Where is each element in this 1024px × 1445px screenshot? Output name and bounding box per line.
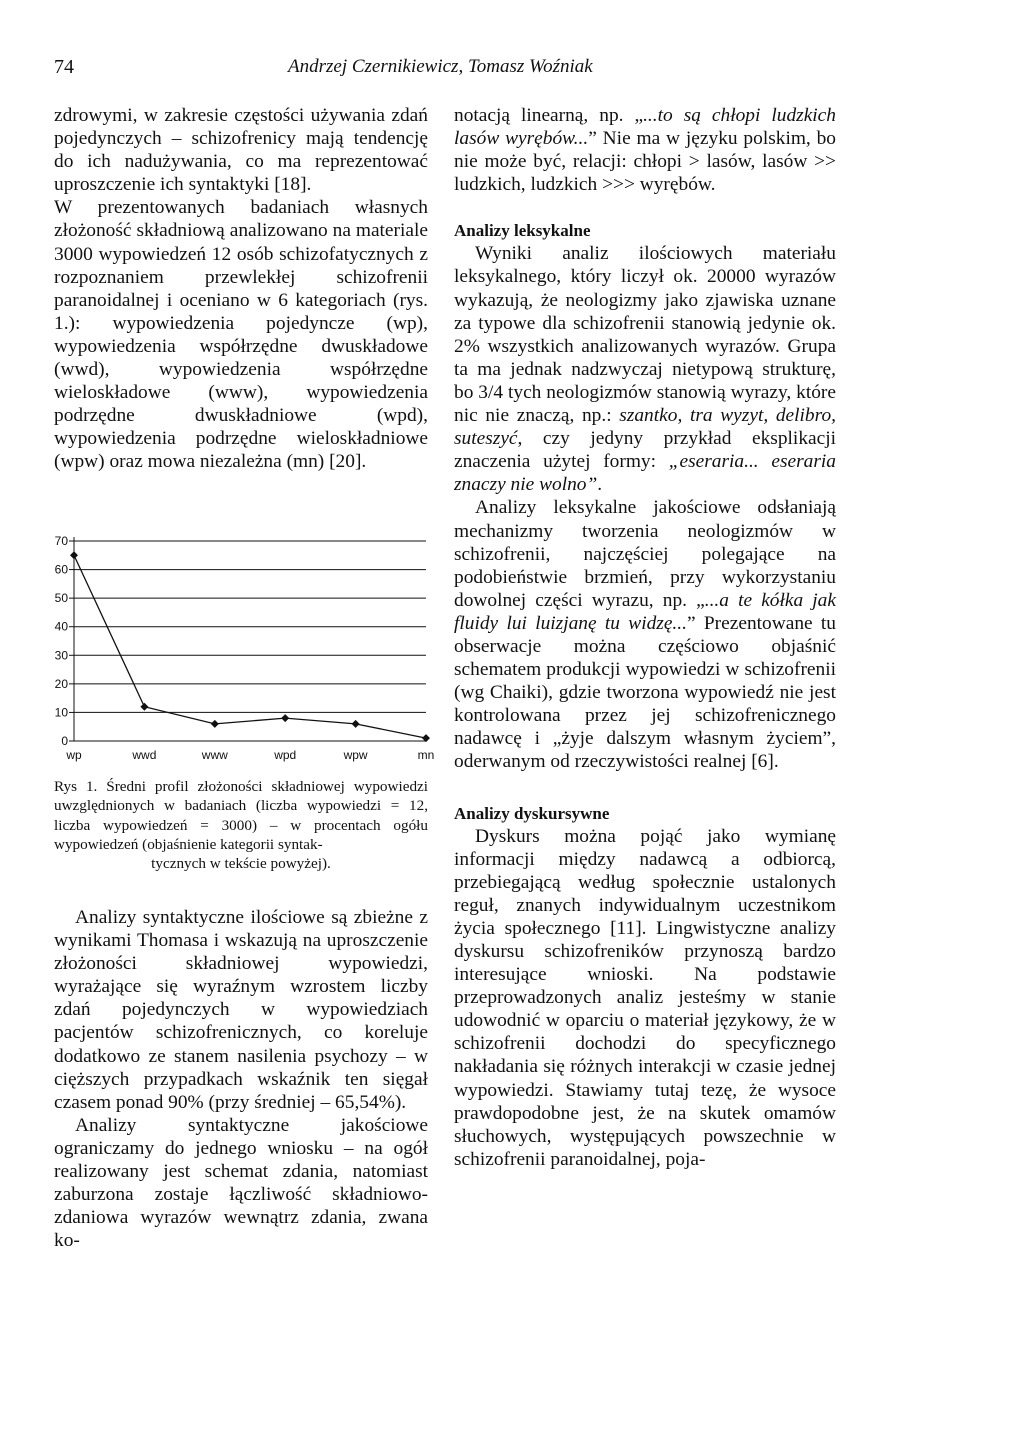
figure-1: [48, 527, 438, 767]
data-point: [352, 720, 360, 728]
running-head: Andrzej Czernikiewicz, Tomasz Woźniak: [288, 56, 593, 77]
y-tick-label: 70: [54, 534, 68, 548]
section-heading-lexical: Analizy leksykalne: [454, 221, 591, 241]
caption-body: Średni profil złożoności składniowej wypowiedzi uwzględnionych w badaniach (liczba wypowiedzi = 12, liczba wypowiedzeń = 3000) – w procentach ogółu wypowiedzeń (objaśnienie kategorii syntak-: [54, 778, 429, 853]
text-run: ” Nie ma w języku polskim, bo nie może być, relacji: chłopi > lasów, lasów >> ludzkich, ludzkich >>> wyrębów.: [454, 128, 837, 196]
paragraph: [454, 242, 836, 496]
paragraph: zdrowymi, w zakresie częstości używania zdań pojedynczych – schizofrenicy mają tendencję do ich nadużywania, co ma reprezentować uproszczenie ich syntaktyki [18].: [54, 105, 428, 196]
figure-caption: [54, 777, 428, 873]
y-tick-label: 0: [61, 734, 68, 748]
text-run: Wyniki analiz ilościowych materiału leksykalnego, który liczył ok. 20000 wyrazów wykazują, że neologizmy jako zjawiska uznane za typowe dla schizofrenii stanowią jedynie ok. 2% wszystkich analizowanych wyrazów. Grupa ta ma jednak nadzwyczaj nietypową strukturę, bo 3/4 tych neologizmów stanowią wyrazy, które nic nie znaczą, np.:: [454, 243, 836, 427]
paragraph: Dyskurs można pojąć jako wymianę informacji między nadawcą a odbiorcą, przebiegającą według społecznie ustalonych reguł, znanych indywidualnym uczestnikom życia społecznego [11]. Lingwistyczne analizy dyskursu schizofreników przynoszą bardzo interesujące wnioski. Na podstawie przeprowadzonych analiz jesteśmy w stanie udowodnić w oparciu o materiał językowy, że w schizofrenii dochodzi do specyficznego nakładania się różnych interakcji w czasie jednej wypowiedzi. Stawiamy tutaj tezę, że wysoce prawdopodobne jest, że na skutek omamów słuchowych, występujących powszechnie w schizofrenii paranoidalnej, poja-: [454, 825, 836, 1170]
section-heading-discourse: Analizy dyskursywne: [454, 803, 610, 823]
quote-italic: ...a te kółka jak fluidy lui luizjanę tu widzę...: [454, 589, 836, 634]
x-tick-label: wpw: [343, 748, 368, 762]
left-column-top: [54, 104, 428, 474]
series-line: [74, 555, 426, 738]
quote-italic: „eseraria... eseraria znaczy nie wolno”: [454, 451, 836, 496]
caption-last-line: tycznych w tekście powyżej).: [151, 855, 331, 873]
right-column: [454, 104, 836, 1171]
paragraph: W prezentowanych badaniach własnych złożoność składniową analizowano na materiale 3000 wypowiedzeń 12 osób schizofatycznych z rozpoznaniem przewlekłej schizofrenii paranoidalnej i oceniano w 6 kategoriach (rys. 1.): wypowiedzenia pojedyncze (wp), wypowiedzenia współrzędne dwuskładowe (wwd), wypowiedzenia współrzędne wieloskładowe (www), wypowiedzenia podrzędne dwuskładniowe (wpd), wypowiedzenia podrzędne wieloskładniowe (wpw) oraz mowa niezależna (mn) [20].: [54, 197, 428, 473]
text-run: Analizy leksykalne jakościowe odsłaniają mechanizmy tworzenia neologizmów w schizofrenii, najczęściej polegające na podobieństwie brzmień, przy wykorzystaniu dowolnej części wyrazu, np. „: [454, 497, 836, 611]
text-run: ” Prezentowane tu obserwacje można częściowo objaśnić schematem produkcji wypowiedzi w schizofrenii (wg Chaiki), gdzie tworzona wypowiedź nie jest kontrolowana przez jej schizofrenicznego nadawcę i „żyje dalszym własnym życiem”, oderwanym od rzeczywistości realnej [6].: [454, 612, 836, 773]
y-tick-label: 50: [54, 591, 68, 606]
paragraph: [454, 104, 836, 196]
y-tick-label: 40: [54, 619, 68, 634]
y-tick-label: 30: [54, 648, 68, 663]
x-tick-label: wp: [66, 748, 82, 762]
paragraph: Analizy syntaktyczne jakościowe ograniczamy do jednego wniosku – na ogół realizowany jest schemat zdania, natomiast zaburzona zostaje łączliwość składniowo-zdaniowa wyrazów wewnątrz zdania, zwana ko-: [54, 1114, 428, 1252]
quote-italic: ...to są chłopi ludzkich lasów wyrębów...: [454, 105, 836, 150]
examples-italic: szantko, tra wyzyt, delibro, suteszyć: [454, 405, 836, 450]
x-tick-label: mn: [417, 748, 435, 762]
text-run: notacją linearną, np. „: [454, 105, 644, 126]
page-number: 74: [54, 56, 74, 78]
text-run: .: [597, 474, 603, 496]
paragraph: [454, 496, 836, 773]
text-run: , czy jedyny przykład eksplikacji znaczenia użytej formy:: [454, 428, 836, 473]
y-tick-label: 10: [54, 705, 68, 720]
page-header: [0, 56, 1024, 86]
x-tick-label: wpd: [274, 748, 297, 762]
caption-label: Rys 1.: [54, 778, 98, 795]
data-point: [211, 720, 219, 728]
paragraph: Analizy syntaktyczne ilościowe są zbieżne z wynikami Thomasa i wskazują na uproszczenie złożoności składniowej wypowiedzi, wyrażające się wyraźnym wzrostem liczby zdań pojedynczych w wypowiedziach pacjentów schizofrenicznych, co koreluje dodatkowo ze stanem nasilenia psychozy – w cięższych przypadkach wskaźnik ten sięgał czasem ponad 90% (przy średniej – 65,54%).: [54, 907, 428, 1113]
data-point: [70, 551, 78, 559]
data-point: [281, 714, 289, 722]
x-tick-label: www: [201, 748, 228, 762]
y-tick-label: 60: [54, 562, 68, 577]
y-tick-label: 20: [54, 676, 68, 691]
x-tick-label: wwd: [132, 748, 157, 762]
left-column-bottom: [54, 906, 428, 1252]
data-point: [140, 703, 148, 711]
line-chart: [48, 527, 438, 767]
